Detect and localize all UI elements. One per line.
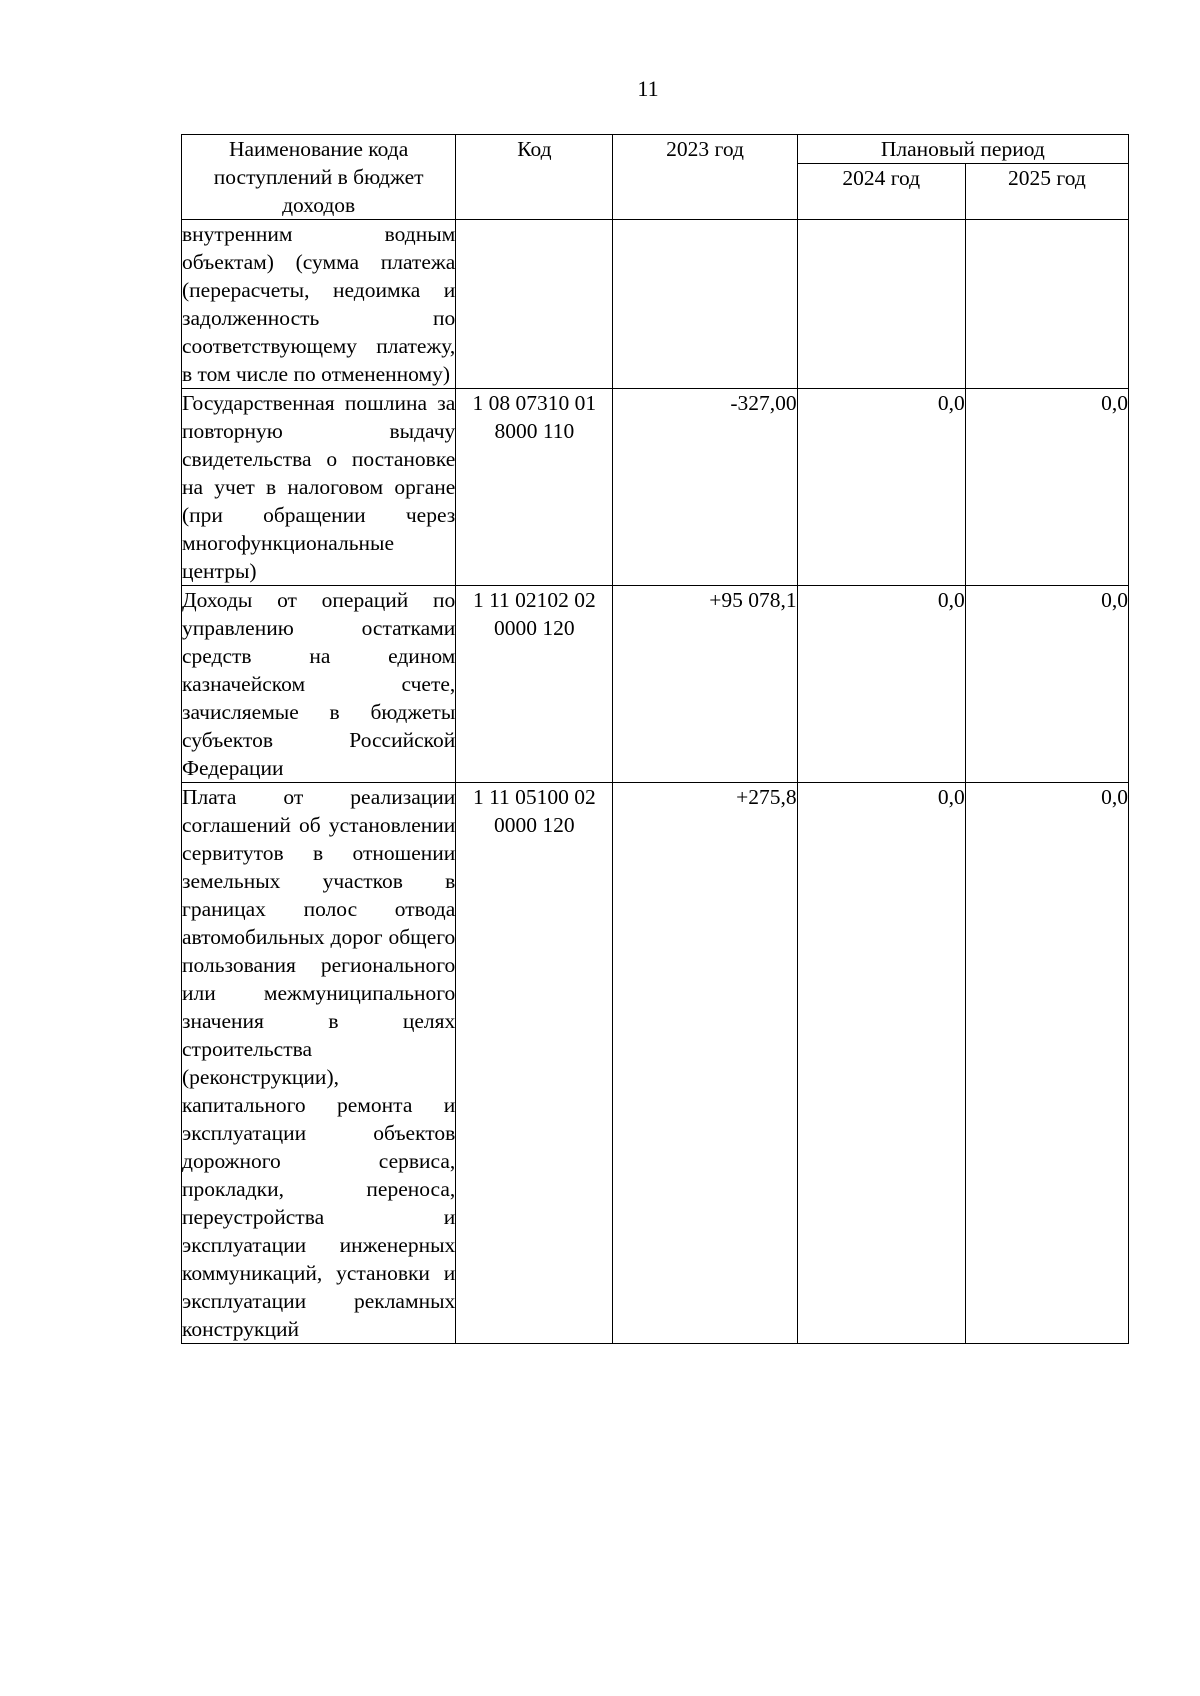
- row-value-2025: 0,0: [965, 783, 1128, 1344]
- header-code: [456, 135, 613, 220]
- row-value-2025: 0,0: [965, 586, 1128, 783]
- table-row: [182, 586, 1129, 783]
- row-name: Государственная пошлина за повторную выдачу свидетельства о постановке на учет в налоговом органе (при обращении через многофункциональные центры): [182, 389, 456, 586]
- row-code: 1 11 02102 02 0000 120: [456, 586, 613, 783]
- header-year-2025-text: 2025 год: [1008, 166, 1086, 191]
- row-name: Доходы от операций по управлению остатками средств на едином казначейском счете, зачисляемые в бюджеты субъектов Российской Федерации: [182, 586, 456, 783]
- header-name-text: Наименование кода поступлений в бюджет доходов: [213, 137, 424, 217]
- row-value-2024: 0,0: [797, 389, 965, 586]
- row-value-2024: 0,0: [797, 586, 965, 783]
- page-number: 11: [637, 76, 659, 101]
- table-row: [182, 220, 1129, 389]
- header-planned-period-text: Плановый период: [880, 137, 1045, 161]
- header-year-2025: [965, 164, 1128, 220]
- row-name: внутренним водным объектам) (сумма платежа (перерасчеты, недоимка и задолженность по соответствующему платежу, в том числе по отмененному): [182, 220, 456, 389]
- header-name: [182, 135, 456, 220]
- row-code: 1 08 07310 01 8000 110: [456, 389, 613, 586]
- row-code: [456, 220, 613, 389]
- header-year-2024-text: 2024 год: [842, 166, 921, 191]
- row-value-2025: 0,0: [965, 389, 1128, 586]
- row-value-2024: [797, 220, 965, 389]
- header-planned-period: [797, 135, 1128, 164]
- header-year-2024: [797, 164, 965, 220]
- header-code-text: Код: [517, 137, 552, 161]
- row-value-2023: +95 078,1: [613, 586, 797, 783]
- row-name: Плата от реализации соглашений об установлении сервитутов в отношении земельных участков в границах полос отвода автомобильных дорог общего пользования регионального или межмуниципального значения в целях строительства (реконструкции), капитального ремонта и эксплуатации объектов дорожного сервиса, прокладки, переноса, переустройства и эксплуатации инженерных коммуникаций, установки и эксплуатации рекламных конструкций: [182, 783, 456, 1344]
- row-value-2025: [965, 220, 1128, 389]
- table-row: [182, 783, 1129, 1344]
- header-year-2023-text: 2023 год: [666, 137, 744, 161]
- row-value-2023: [613, 220, 797, 389]
- row-value-2023: -327,00: [613, 389, 797, 586]
- row-value-2024: 0,0: [797, 783, 965, 1344]
- row-code: 1 11 05100 02 0000 120: [456, 783, 613, 1344]
- table-row: [182, 389, 1129, 586]
- header-year-2023: [613, 135, 797, 220]
- row-value-2023: +275,8: [613, 783, 797, 1344]
- revenue-table: [181, 134, 1129, 1344]
